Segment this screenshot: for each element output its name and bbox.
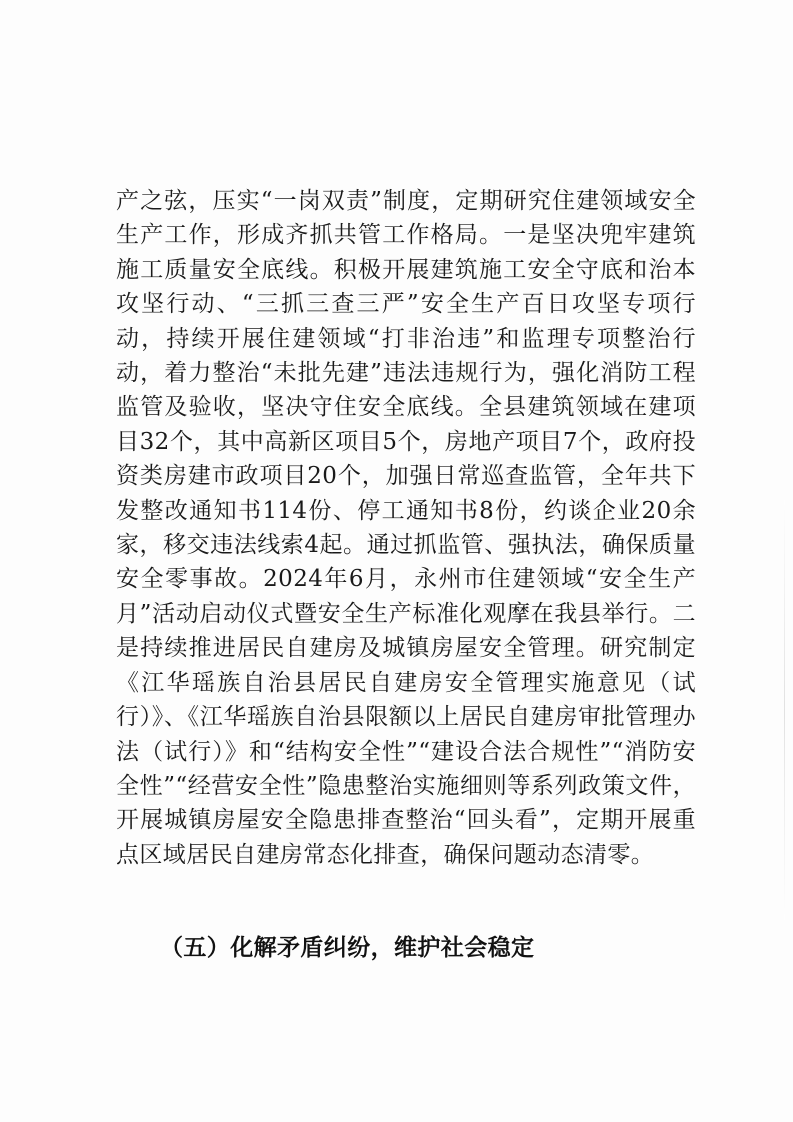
section-heading: （五）化解矛盾纠纷，维护社会稳定	[160, 934, 535, 961]
body-paragraph: 产之弦，压实“一岗双责”制度，定期研究住建领域安全生产工作，形成齐抓共管工作格局。一是坚决兜牢建筑施工质量安全底线。积极开展建筑施工安全守底和治本攻坚行动、“三抓三查三严”安全生产百日攻坚专项行动，持续开展住建领域“打非治违”和监理专项整治行动，着力整治“未批先建”违法违规行为，强化消防工程监管及验收，坚决守住安全底线。全县建筑领域在建项目32个，其中高新区项目5个，房地产项目7个，政府投资类房建市政项目20个，加强日常巡查监管，全年共下发整改通知书114份、停工通知书8份，约谈企业20余家，移交违法线索4起。通过抓监管、强执法，确保质量安全零事故。2024年6月，永州市住建领域“安全生产月”活动启动仪式暨安全生产标准化观摩在我县举行。二是持续推进居民自建房及城镇房屋安全管理。研究制定《江华瑶族自治县居民自建房安全管理实施意见（试行）》、《江华瑶族自治县限额以上居民自建房审批管理办法（试行）》和“结构安全性”“建设合法合规性”“消防安全性”“经营安全性”隐患整治实施细则等系列政策文件，开展城镇房屋安全隐患排查整治“回头看”，定期开展重点区域居民自建房常态化排查，确保问题动态清零。	[116, 188, 696, 868]
scan-edge-line	[784, 500, 785, 920]
